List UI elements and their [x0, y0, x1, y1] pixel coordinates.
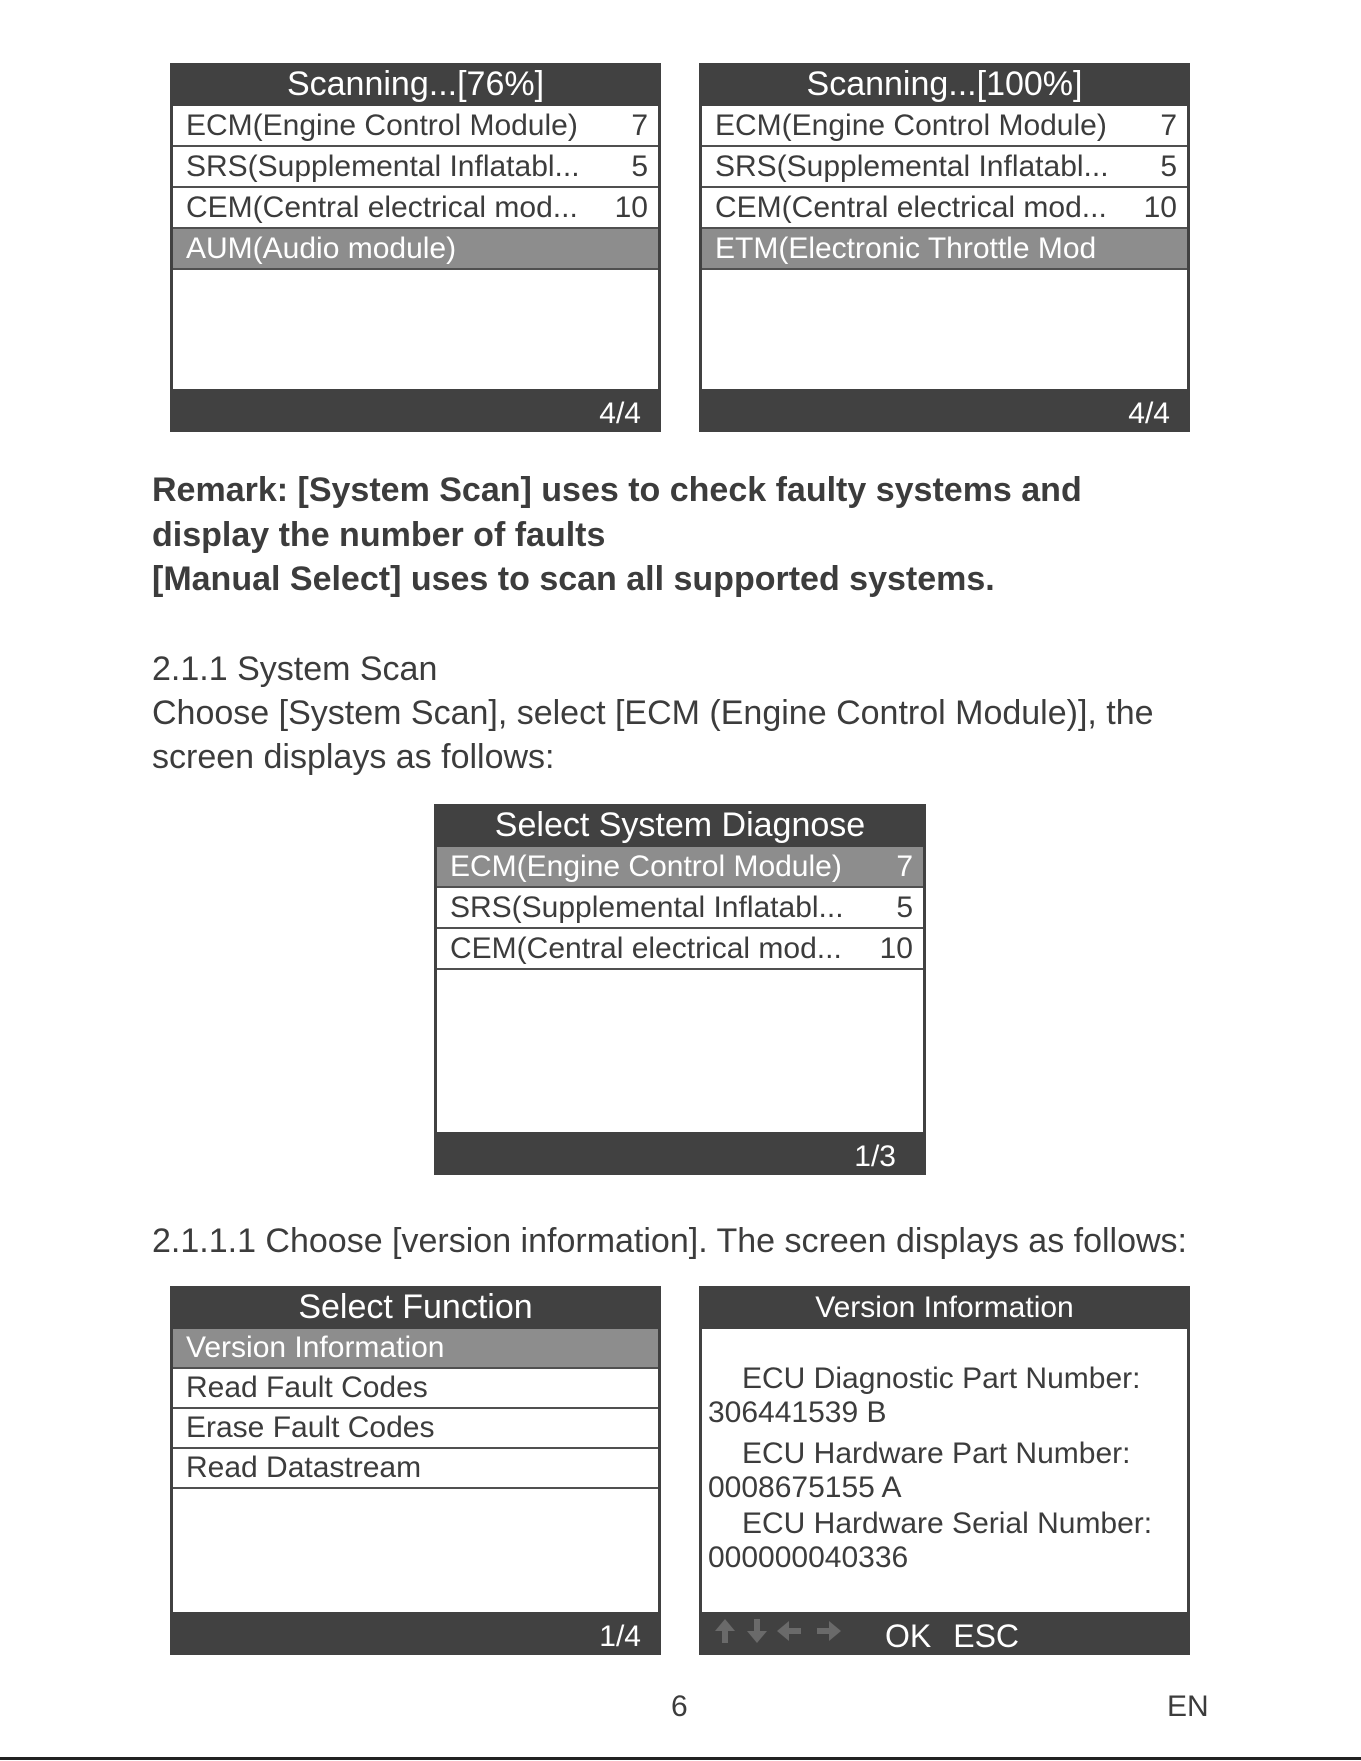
screen-body [702, 1329, 1187, 1612]
list-item-selected[interactable]: ETM(Electronic Throttle Mod [702, 229, 1187, 270]
hardware-serial-number-label: ECU Hardware Serial Number: [742, 1507, 1153, 1540]
screen-footer [699, 1612, 1190, 1655]
screen-body [437, 847, 923, 1132]
list-item[interactable]: ECM(Engine Control Module) 7 [702, 106, 1187, 147]
footer-buttons [885, 1615, 1041, 1658]
screen-title: Version Information [815, 1291, 1074, 1324]
page-indicator: 1/3 [854, 1140, 896, 1173]
version-information-screen [699, 1286, 1190, 1655]
hardware-serial-number-value: 000000040336 [708, 1541, 909, 1574]
section-heading: 2.1.1 System Scan [152, 650, 438, 688]
scan-screen-76 [170, 63, 661, 432]
menu-item-read-datastream[interactable]: Read Datastream [173, 1449, 658, 1489]
screen-footer [170, 1612, 661, 1655]
remark-block [152, 468, 1252, 602]
menu-item-erase-fault-codes[interactable]: Erase Fault Codes [173, 1409, 658, 1449]
screen-footer [170, 389, 661, 432]
page-number: 6 [671, 1690, 688, 1723]
list-item[interactable]: CEM(Central electrical mod... 10 [173, 188, 658, 229]
select-system-screen [434, 804, 926, 1175]
remark-line: [Manual Select] uses to scan all supported systems. [152, 560, 995, 598]
hardware-part-number-label: ECU Hardware Part Number: [742, 1437, 1131, 1470]
select-function-screen [170, 1286, 661, 1655]
list-item[interactable]: CEM(Central electrical mod... 10 [437, 929, 923, 970]
screen-title: Scanning...[100%] [806, 65, 1083, 103]
screen-title: Scanning...[76%] [286, 65, 545, 103]
section-text: 2.1.1.1 Choose [version information]. The screen displays as follows: [152, 1222, 1188, 1260]
esc-button[interactable]: ESC [953, 1618, 1020, 1654]
scan-screen-100 [699, 63, 1190, 432]
diagnostic-part-number-label: ECU Diagnostic Part Number: [742, 1362, 1141, 1395]
navigation-arrows-icon [713, 1614, 845, 1660]
language-label: EN [1167, 1690, 1209, 1723]
screen-body [173, 1329, 658, 1612]
menu-item-version-information[interactable]: Version Information [173, 1329, 658, 1369]
list-item[interactable]: ECM(Engine Control Module) 7 [173, 106, 658, 147]
paragraph-line: screen displays as follows: [152, 738, 555, 776]
ok-button[interactable]: OK [885, 1618, 932, 1654]
remark-line: display the number of faults [152, 515, 606, 554]
paragraph-line: Choose [System Scan], select [ECM (Engine Control Module)], the [152, 694, 1154, 732]
list-item[interactable]: CEM(Central electrical mod... 10 [702, 188, 1187, 229]
page-indicator: 1/4 [599, 1620, 641, 1653]
list-item[interactable]: SRS(Supplemental Inflatabl... 5 [702, 147, 1187, 188]
bottom-divider [0, 1757, 1361, 1760]
screen-footer [434, 1132, 926, 1175]
screen-footer [699, 389, 1190, 432]
page-indicator: 4/4 [1128, 397, 1170, 430]
diagnostic-part-number-value: 306441539 B [708, 1396, 887, 1429]
hardware-part-number-value: 0008675155 A [708, 1471, 902, 1504]
screen-title: Select System Diagnose [494, 806, 866, 844]
screen-body [173, 106, 658, 389]
list-item[interactable]: SRS(Supplemental Inflatabl... 5 [173, 147, 658, 188]
screen-body [702, 106, 1187, 389]
screen-title: Select Function [298, 1288, 533, 1326]
list-item[interactable]: SRS(Supplemental Inflatabl... 5 [437, 888, 923, 929]
list-item-selected[interactable]: ECM(Engine Control Module) 7 [437, 847, 923, 888]
list-item-selected[interactable]: AUM(Audio module) [173, 229, 658, 270]
page-indicator: 4/4 [599, 397, 641, 430]
remark-line: Remark: [System Scan] uses to check faulty systems and [152, 471, 1082, 509]
menu-item-read-fault-codes[interactable]: Read Fault Codes [173, 1369, 658, 1409]
